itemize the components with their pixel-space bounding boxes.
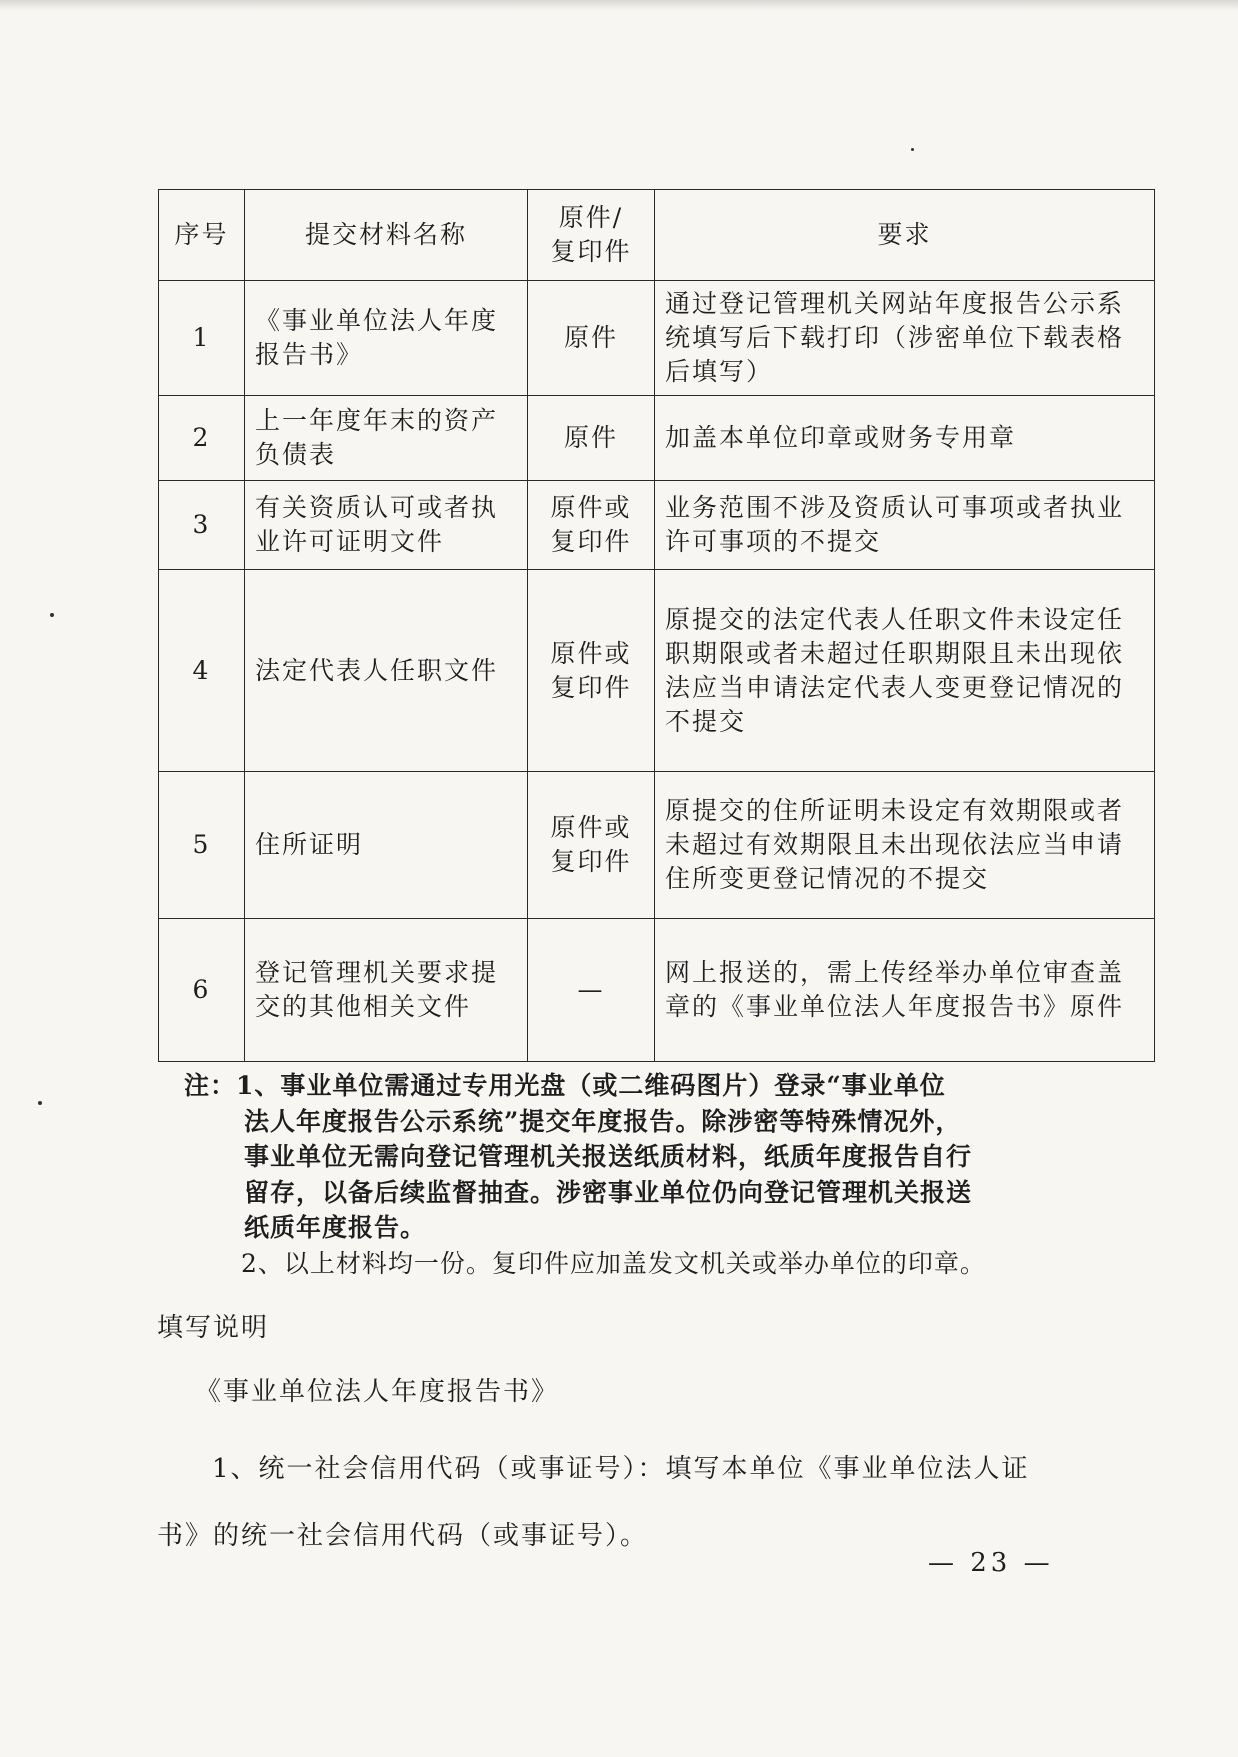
instruction-line: 1、统一社会信用代码（或事证号）：填写本单位《事业单位法人证 — [212, 1454, 1030, 1484]
note-line: 注：1、事业单位需通过专用光盘（或二维码图片）登录“事业单位 — [184, 1071, 946, 1100]
table-row — [159, 281, 1155, 396]
scan-edge — [0, 0, 1238, 10]
row-type: 原件或复印件 — [528, 570, 655, 772]
row-requirement: 加盖本单位印章或财务专用章 — [655, 396, 1155, 481]
table-row — [159, 481, 1155, 570]
header-name: 提交材料名称 — [245, 190, 528, 281]
page-number: — 23 — — [928, 1548, 1054, 1578]
table-header-row — [159, 190, 1155, 281]
table-notes — [184, 1068, 1074, 1281]
row-type: 原件或复印件 — [528, 481, 655, 570]
row-seq: 1 — [159, 281, 245, 396]
row-seq: 5 — [159, 772, 245, 919]
row-name: 上一年度年末的资产负债表 — [245, 396, 528, 481]
scan-speck — [38, 1101, 42, 1105]
table-row — [159, 570, 1155, 772]
row-name: 登记管理机关要求提交的其他相关文件 — [245, 919, 528, 1062]
note-line: 纸质年度报告。 — [244, 1213, 427, 1242]
row-type: — — [528, 919, 655, 1062]
book-title: 《事业单位法人年度报告书》 — [195, 1377, 560, 1407]
materials-table — [158, 189, 1155, 1062]
row-name: 《事业单位法人年度报告书》 — [245, 281, 528, 396]
row-name: 法定代表人任职文件 — [245, 570, 528, 772]
row-requirement: 网上报送的，需上传经举办单位审查盖章的《事业单位法人年度报告书》原件 — [655, 919, 1155, 1062]
row-requirement: 原提交的法定代表人任职文件未设定任职期限或者未超过任职期限且未出现依法应当申请法定代表人变更登记情况的不提交 — [655, 570, 1155, 772]
header-seq: 序号 — [159, 190, 245, 281]
row-requirement: 通过登记管理机关网站年度报告公示系统填写后下载打印（涉密单位下载表格后填写） — [655, 281, 1155, 396]
row-type: 原件 — [528, 396, 655, 481]
row-type: 原件或复印件 — [528, 772, 655, 919]
header-type — [528, 190, 655, 281]
row-name: 住所证明 — [245, 772, 528, 919]
table-row — [159, 919, 1155, 1062]
row-requirement: 原提交的住所证明未设定有效期限或者未超过有效期限且未出现依法应当申请住所变更登记情况的不提交 — [655, 772, 1155, 919]
row-seq: 2 — [159, 396, 245, 481]
note-line: 2、以上材料均一份。复印件应加盖发文机关或举办单位的印章。 — [241, 1248, 986, 1278]
header-type-line1: 原件/ — [558, 203, 624, 232]
table-row — [159, 772, 1155, 919]
note-line: 事业单位无需向登记管理机关报送纸质材料，纸质年度报告自行 — [244, 1142, 973, 1171]
instruction-line: 书》的统一社会信用代码（或事证号）。 — [157, 1521, 649, 1551]
row-requirement: 业务范围不涉及资质认可事项或者执业许可事项的不提交 — [655, 481, 1155, 570]
row-seq: 6 — [159, 919, 245, 1062]
row-seq: 4 — [159, 570, 245, 772]
row-seq: 3 — [159, 481, 245, 570]
table-row — [159, 396, 1155, 481]
section-heading: 填写说明 — [157, 1313, 270, 1343]
note-line: 留存，以备后续监督抽查。涉密事业单位仍向登记管理机关报送 — [244, 1177, 973, 1207]
scan-speck — [911, 148, 914, 151]
row-name: 有关资质认可或者执业许可证明文件 — [245, 481, 528, 570]
header-requirement: 要求 — [655, 190, 1155, 281]
row-type: 原件 — [528, 281, 655, 396]
note-line: 法人年度报告公示系统”提交年度报告。除涉密等特殊情况外， — [244, 1106, 962, 1136]
scan-speck — [50, 613, 54, 617]
header-type-line2: 复印件 — [550, 237, 632, 266]
